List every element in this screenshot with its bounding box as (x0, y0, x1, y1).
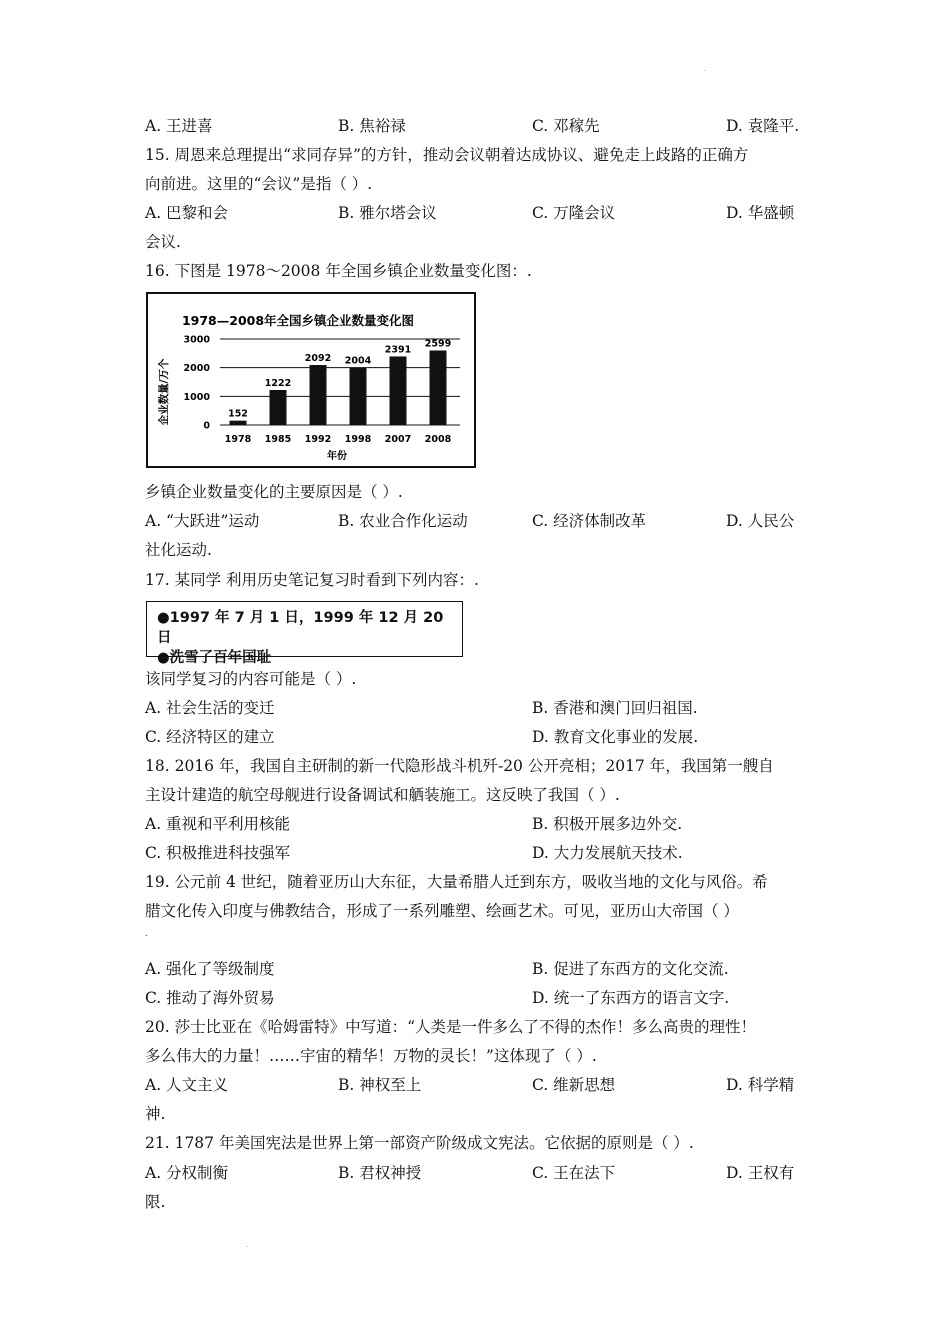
q18-option-b: B. 积极开展多边外交. (532, 815, 683, 833)
q17-note-line2: ●洗雪了百年国耻 (157, 650, 272, 666)
q21-stem: 21. 1787 年美国宪法是世界上第一部资产阶级成文宪法。它依据的原则是（ ）. (145, 1134, 694, 1152)
q16-option-d: D. 人民公 (726, 512, 795, 530)
q19-stem-line2: 腊文化传入印度与佛教结合，形成了一系列雕塑、绘画艺术。可见，亚历山大帝国（ ） (145, 902, 739, 920)
q17-note-box (146, 601, 463, 666)
page-mark-bottom: . (246, 1242, 248, 1249)
page-mark: . (704, 66, 706, 73)
q16-bar-chart (146, 292, 476, 468)
chart-y-axis-label: 企业数量/万个 (158, 358, 170, 426)
q18-option-c: C. 积极推进科技强军 (145, 844, 291, 862)
q20-option-c: C. 维新思想 (532, 1076, 616, 1094)
y-tick-label: 1000 (183, 391, 210, 403)
value-label-1978: 152 (228, 408, 248, 420)
q14-option-b: B. 焦裕禄 (338, 117, 406, 135)
q21-option-c: C. 王在法下 (532, 1164, 616, 1182)
bar-1978 (230, 421, 247, 425)
q19-option-a: A. 强化了等级制度 (145, 960, 275, 978)
q14-option-a: A. 王进喜 (145, 117, 213, 135)
value-label-1985: 1222 (264, 377, 292, 389)
q20-stem-line1: 20. 莎士比亚在《哈姆雷特》中写道：“人类是一件多么了不得的杰作！多么高贵的理性！ (145, 1018, 757, 1036)
bar-1992 (310, 365, 327, 425)
q15-stem-line1: 15. 周恩来总理提出“求同存异”的方针，推动会议朝着达成协议、避免走上歧路的正确方 (145, 146, 749, 164)
q14-option-d: D. 袁隆平. (726, 117, 800, 135)
y-tick-label: 2000 (183, 363, 210, 375)
x-tick-label-2008: 2008 (424, 434, 452, 445)
q19-option-c: C. 推动了海外贸易 (145, 989, 275, 1007)
q15-option-d: D. 华盛顿 (726, 204, 795, 222)
value-label-1998: 2004 (344, 355, 372, 367)
x-tick-label-1992: 1992 (304, 434, 332, 445)
q21-option-b: B. 君权神授 (338, 1164, 422, 1182)
q14-option-c: C. 邓稼先 (532, 117, 600, 135)
q20-option-a: A. 人文主义 (145, 1076, 229, 1094)
bar-1985 (270, 390, 287, 425)
q16-option-a: A. “大跃进”运动 (145, 512, 260, 530)
q17-note-line1: ●1997 年 7 月 1 日，1999 年 12 月 20 日 (157, 610, 444, 646)
chart-x-ticks (225, 434, 452, 445)
q17-stem: 17. 某同学 利用历史笔记复习时看到下列内容：. (145, 571, 479, 589)
chart-value-labels (228, 338, 451, 419)
q20-option-b: B. 神权至上 (338, 1076, 422, 1094)
value-label-1992: 2092 (304, 353, 332, 365)
bar-2007 (390, 356, 407, 425)
value-label-2007: 2391 (384, 344, 412, 356)
x-tick-label-2007: 2007 (384, 434, 412, 445)
chart-x-axis-label: 年份 (327, 451, 347, 462)
q16-question: 乡镇企业数量变化的主要原因是（ ）. (145, 483, 403, 501)
q15-option-a: A. 巴黎和会 (145, 204, 229, 222)
q16-option-d-continued: 社化运动. (145, 541, 212, 559)
q17-option-a: A. 社会生活的变迁 (145, 699, 275, 717)
q15-option-b: B. 雅尔塔会议 (338, 204, 437, 222)
q16-option-b: B. 农业合作化运动 (338, 512, 468, 530)
x-tick-label-1978: 1978 (224, 434, 252, 445)
q16-option-c: C. 经济体制改革 (532, 512, 647, 530)
value-label-2008: 2599 (424, 338, 452, 350)
x-tick-label-1985: 1985 (264, 434, 292, 445)
q17-option-c: C. 经济特区的建立 (145, 728, 275, 746)
bar-1998 (350, 368, 367, 425)
q18-stem-line1: 18. 2016 年，我国自主研制的新一代隐形战斗机歼-20 公开亮相；2017 年，我国第一艘自 (145, 757, 774, 775)
y-tick-label: 0 (203, 420, 210, 432)
chart-y-ticks (184, 335, 211, 432)
chart-bars (230, 350, 447, 425)
q17-question: 该同学复习的内容可能是（ ）. (145, 670, 357, 688)
q15-option-d-continued: 会议. (145, 233, 181, 251)
q17-option-b: B. 香港和澳门回归祖国. (532, 699, 698, 717)
chart-title: 1978—2008年全国乡镇企业数量变化图 (181, 313, 415, 328)
q19-stem-line3: . (145, 929, 148, 938)
q15-stem-line2: 向前进。这里的“会议”是指（ ）. (145, 175, 373, 193)
q18-option-a: A. 重视和平利用核能 (145, 815, 291, 833)
q19-stem-line1: 19. 公元前 4 世纪，随着亚历山大东征，大量希腊人迁到东方，吸收当地的文化与风俗。希 (145, 873, 768, 891)
x-tick-label-1998: 1998 (344, 434, 372, 445)
q21-option-a: A. 分权制衡 (145, 1164, 229, 1182)
chart-svg (148, 294, 474, 466)
q19-option-b: B. 促进了东西方的文化交流. (532, 960, 729, 978)
q20-option-d: D. 科学精 (726, 1076, 795, 1094)
q21-option-d: D. 王权有 (726, 1164, 795, 1182)
q17-option-d: D. 教育文化事业的发展. (532, 728, 699, 746)
q18-option-d: D. 大力发展航天技术. (532, 844, 683, 862)
q15-option-c: C. 万隆会议 (532, 204, 616, 222)
y-tick-label: 3000 (183, 334, 210, 346)
q21-option-d-continued: 限. (145, 1193, 166, 1211)
q19-option-d: D. 统一了东西方的语言文字. (532, 989, 730, 1007)
q20-option-d-continued: 神. (145, 1105, 166, 1123)
bar-2008 (430, 350, 447, 425)
q20-stem-line2: 多么伟大的力量！……宇宙的精华！万物的灵长！”这体现了（ ）. (145, 1047, 597, 1065)
chart-gridlines (220, 339, 460, 425)
q18-stem-line2: 主设计建造的航空母舰进行设备调试和舾装施工。这反映了我国（ ）. (145, 786, 620, 804)
q16-stem: 16. 下图是 1978～2008 年全国乡镇企业数量变化图：. (145, 262, 532, 280)
